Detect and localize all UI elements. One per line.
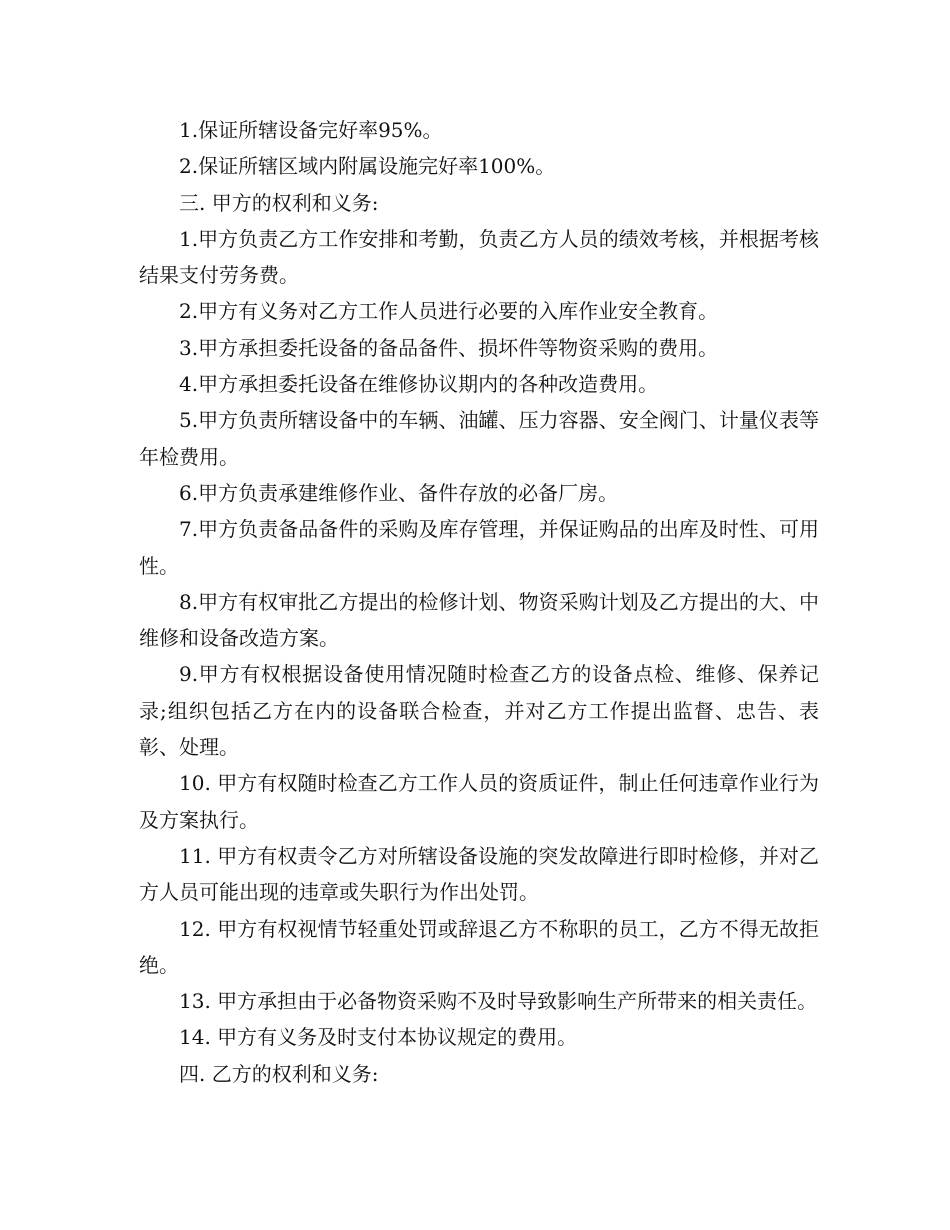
paragraph-a-item-8: 8.甲方有权审批乙方提出的检修计划、物资采购计划及乙方提出的大、中维修和设备改造方案。: [139, 589, 819, 651]
paragraph-a-item-14: 14. 甲方有义务及时支付本协议规定的费用。: [179, 1025, 578, 1050]
paragraph-a-item-5: 5.甲方负责所辖设备中的车辆、油罐、压力容器、安全阀门、计量仪表等年检费用。: [139, 408, 819, 469]
document-body: [139, 112, 819, 1092]
paragraph-a-item-13: 13. 甲方承担由于必备物资采购不及时导致影响生产所带来的相关责任。: [179, 989, 818, 1014]
paragraph-a-item-1: 1.甲方负责乙方工作安排和考勤，负责乙方人员的绩效考核，并根据考核结果支付劳务费。: [139, 226, 819, 288]
paragraph-a-item-11: 11. 甲方有权责令乙方对所辖设备设施的突发故障进行即时检修，并对乙方人员可能出现的违章或失职行为作出处罚。: [139, 843, 819, 905]
section-heading-party-a: 三. 甲方的权利和义务:: [179, 190, 379, 215]
paragraph-a-item-10: 10. 甲方有权随时检查乙方工作人员的资质证件，制止任何违章作业行为及方案执行。: [139, 771, 819, 832]
paragraph-guarantee-equipment-rate: 1.保证所辖设备完好率95%。: [179, 118, 443, 142]
paragraph-a-item-7: 7.甲方负责备品备件的采购及库存管理，并保证购品的出库及时性、可用性。: [139, 517, 819, 578]
paragraph-a-item-2: 2.甲方有义务对乙方工作人员进行必要的入库作业安全教育。: [179, 299, 719, 324]
section-heading-party-b: 四. 乙方的权利和义务:: [179, 1061, 379, 1086]
paragraph-a-item-6: 6.甲方负责承建维修作业、备件存放的必备厂房。: [179, 480, 619, 505]
paragraph-a-item-9: 9.甲方有权根据设备使用情况随时检查乙方的设备点检、维修、保养记录;组织包括乙方在内的设备联合检查，并对乙方工作提出监督、忠告、表彰、处理。: [139, 662, 819, 760]
paragraph-guarantee-facility-rate: 2.保证所辖区域内附属设施完好率100%。: [179, 154, 556, 179]
paragraph-a-item-3: 3.甲方承担委托设备的备品备件、损坏件等物资采购的费用。: [179, 335, 719, 360]
paragraph-a-item-4: 4.甲方承担委托设备在维修协议期内的各种改造费用。: [179, 372, 659, 397]
paragraph-a-item-12: 12. 甲方有权视情节轻重处罚或辞退乙方不称职的员工，乙方不得无故拒绝。: [139, 916, 819, 977]
